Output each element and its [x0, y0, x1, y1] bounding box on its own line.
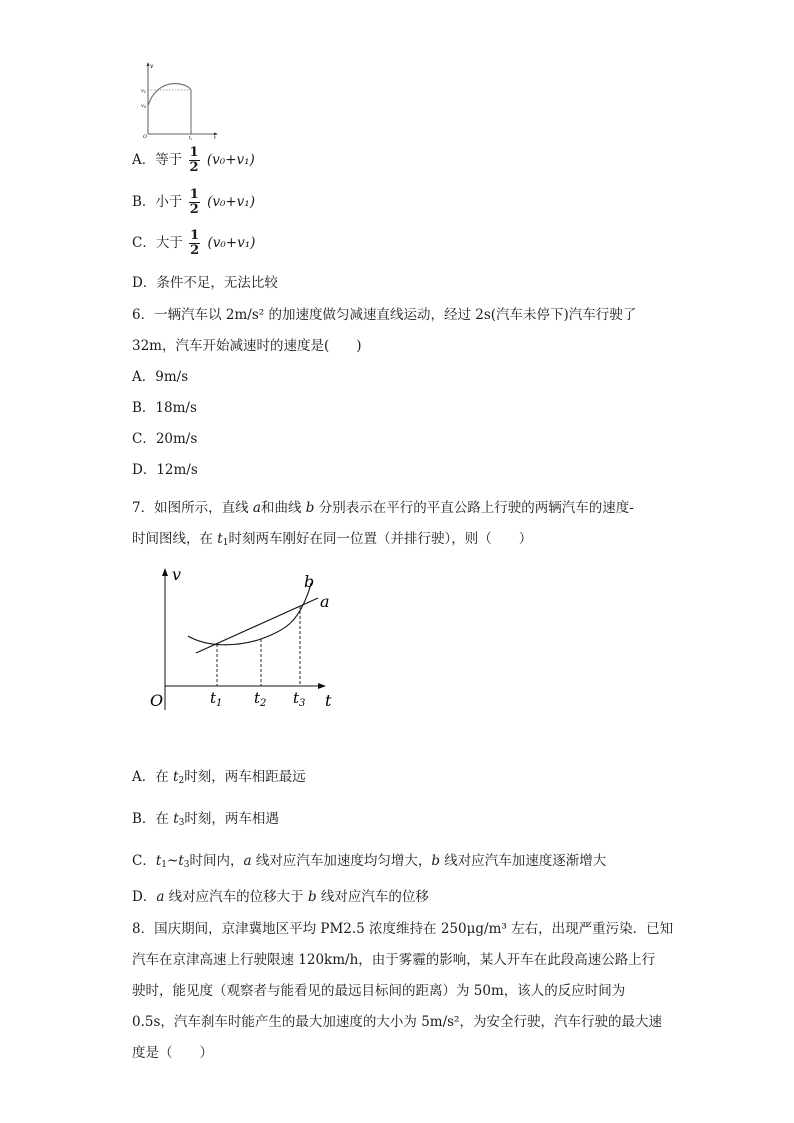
- q6-option-b: B．18m/s: [132, 400, 197, 416]
- q5-option-b: B．小于 $\frac{1}{2}$ (v₀+v₁): [132, 187, 255, 217]
- small-graph-origin: O: [143, 134, 148, 140]
- q7-stem-line2: 时间图线，在 $t_1$时刻两车刚好在同一位置（并排行驶），则（ ）: [132, 531, 533, 548]
- small-graph-v-label: v: [150, 63, 154, 70]
- q7-curve-b: [188, 583, 311, 645]
- q8-stem-line1: 8．国庆期间，京津冀地区平均 PM2.5 浓度维持在 250μg/m³ 左右，出现严重污染．已知: [132, 921, 674, 937]
- q7-option-b: B．在 $t_3$时刻，两车相遇: [132, 811, 279, 828]
- q7-graph-t2-label: $t_2$: [254, 689, 267, 709]
- q6-option-c: C．20m/s: [132, 431, 198, 447]
- fraction-one-half: $\frac{1}{2}$: [189, 145, 199, 175]
- q7-graph-origin: O: [150, 691, 164, 710]
- q8-stem-line2: 汽车在京津高速上行驶限速 120km/h，由于雾霾的影响，某人开车在此段高速公路上行: [132, 952, 656, 968]
- q8-stem-line5: 度是（ ）: [132, 1045, 213, 1061]
- small-graph-v0-label: $v_0$: [141, 103, 147, 109]
- q7-graph-b-label: b: [304, 572, 315, 591]
- small-graph-curve: [148, 84, 191, 106]
- q8-stem-line4: 0.5s，汽车刹车时能产生的最大加速度的大小为 5m/s²，为安全行驶，汽车行驶的最大速: [132, 1014, 662, 1030]
- q8-stem-line3: 驶时，能见度（观察者与能看见的最远目标间的距离）为 50m，该人的反应时间为: [132, 983, 626, 999]
- fraction-one-half: $\frac{1}{2}$: [189, 187, 199, 217]
- q6-option-d: D．12m/s: [132, 462, 198, 478]
- q7-graph-t3-label: $t_3$: [293, 689, 306, 709]
- q7-option-c: C．$t_1\sim t_3$时间内，a 线对应汽车加速度均匀增大，b 线对应汽车加速度逐渐增大: [132, 853, 607, 870]
- fraction-one-half: $\frac{1}{2}$: [190, 228, 200, 258]
- q7-option-d: D．a 线对应汽车的位移大于 b 线对应汽车的位移: [132, 889, 429, 905]
- q6-stem-line1: 6．一辆汽车以 2m/s² 的加速度做匀减速直线运动，经过 2s(汽车未停下)汽车行驶了: [132, 307, 637, 323]
- q7-graph-v-label: v: [172, 565, 182, 584]
- q5-option-d: D．条件不足，无法比较: [132, 275, 278, 291]
- q6-option-a: A．9m/s: [132, 369, 189, 385]
- q7-graph-t1-label: $t_1$: [210, 689, 223, 709]
- small-graph-v1-label: $v_1$: [141, 88, 147, 94]
- q7-graph-v-arrow: [162, 568, 168, 576]
- q7-graph-t-label: t: [325, 691, 332, 710]
- small-graph-t-label: t: [214, 135, 217, 140]
- q7-stem-line1: 7．如图所示，直线 a和曲线 b 分别表示在平行的平直公路上行驶的两辆汽车的速度-: [132, 500, 634, 516]
- q7-graph-a-label: a: [320, 592, 330, 611]
- q7-option-a: A．在 $t_2$时刻，两车相距最远: [132, 769, 306, 786]
- q7-graph-t-arrow: [318, 683, 326, 689]
- q5-option-c: C．大于 $\frac{1}{2}$ (v₀+v₁): [132, 228, 256, 258]
- small-vt-graph: [138, 60, 228, 140]
- q7-vt-graph: [148, 562, 348, 712]
- q6-stem-line2: 32m，汽车开始减速时的速度是( ): [132, 338, 362, 354]
- q5-option-a: A．等于 $\frac{1}{2}$ (v₀+v₁): [132, 145, 255, 175]
- small-graph-t1-label: $t_1$: [189, 136, 193, 140]
